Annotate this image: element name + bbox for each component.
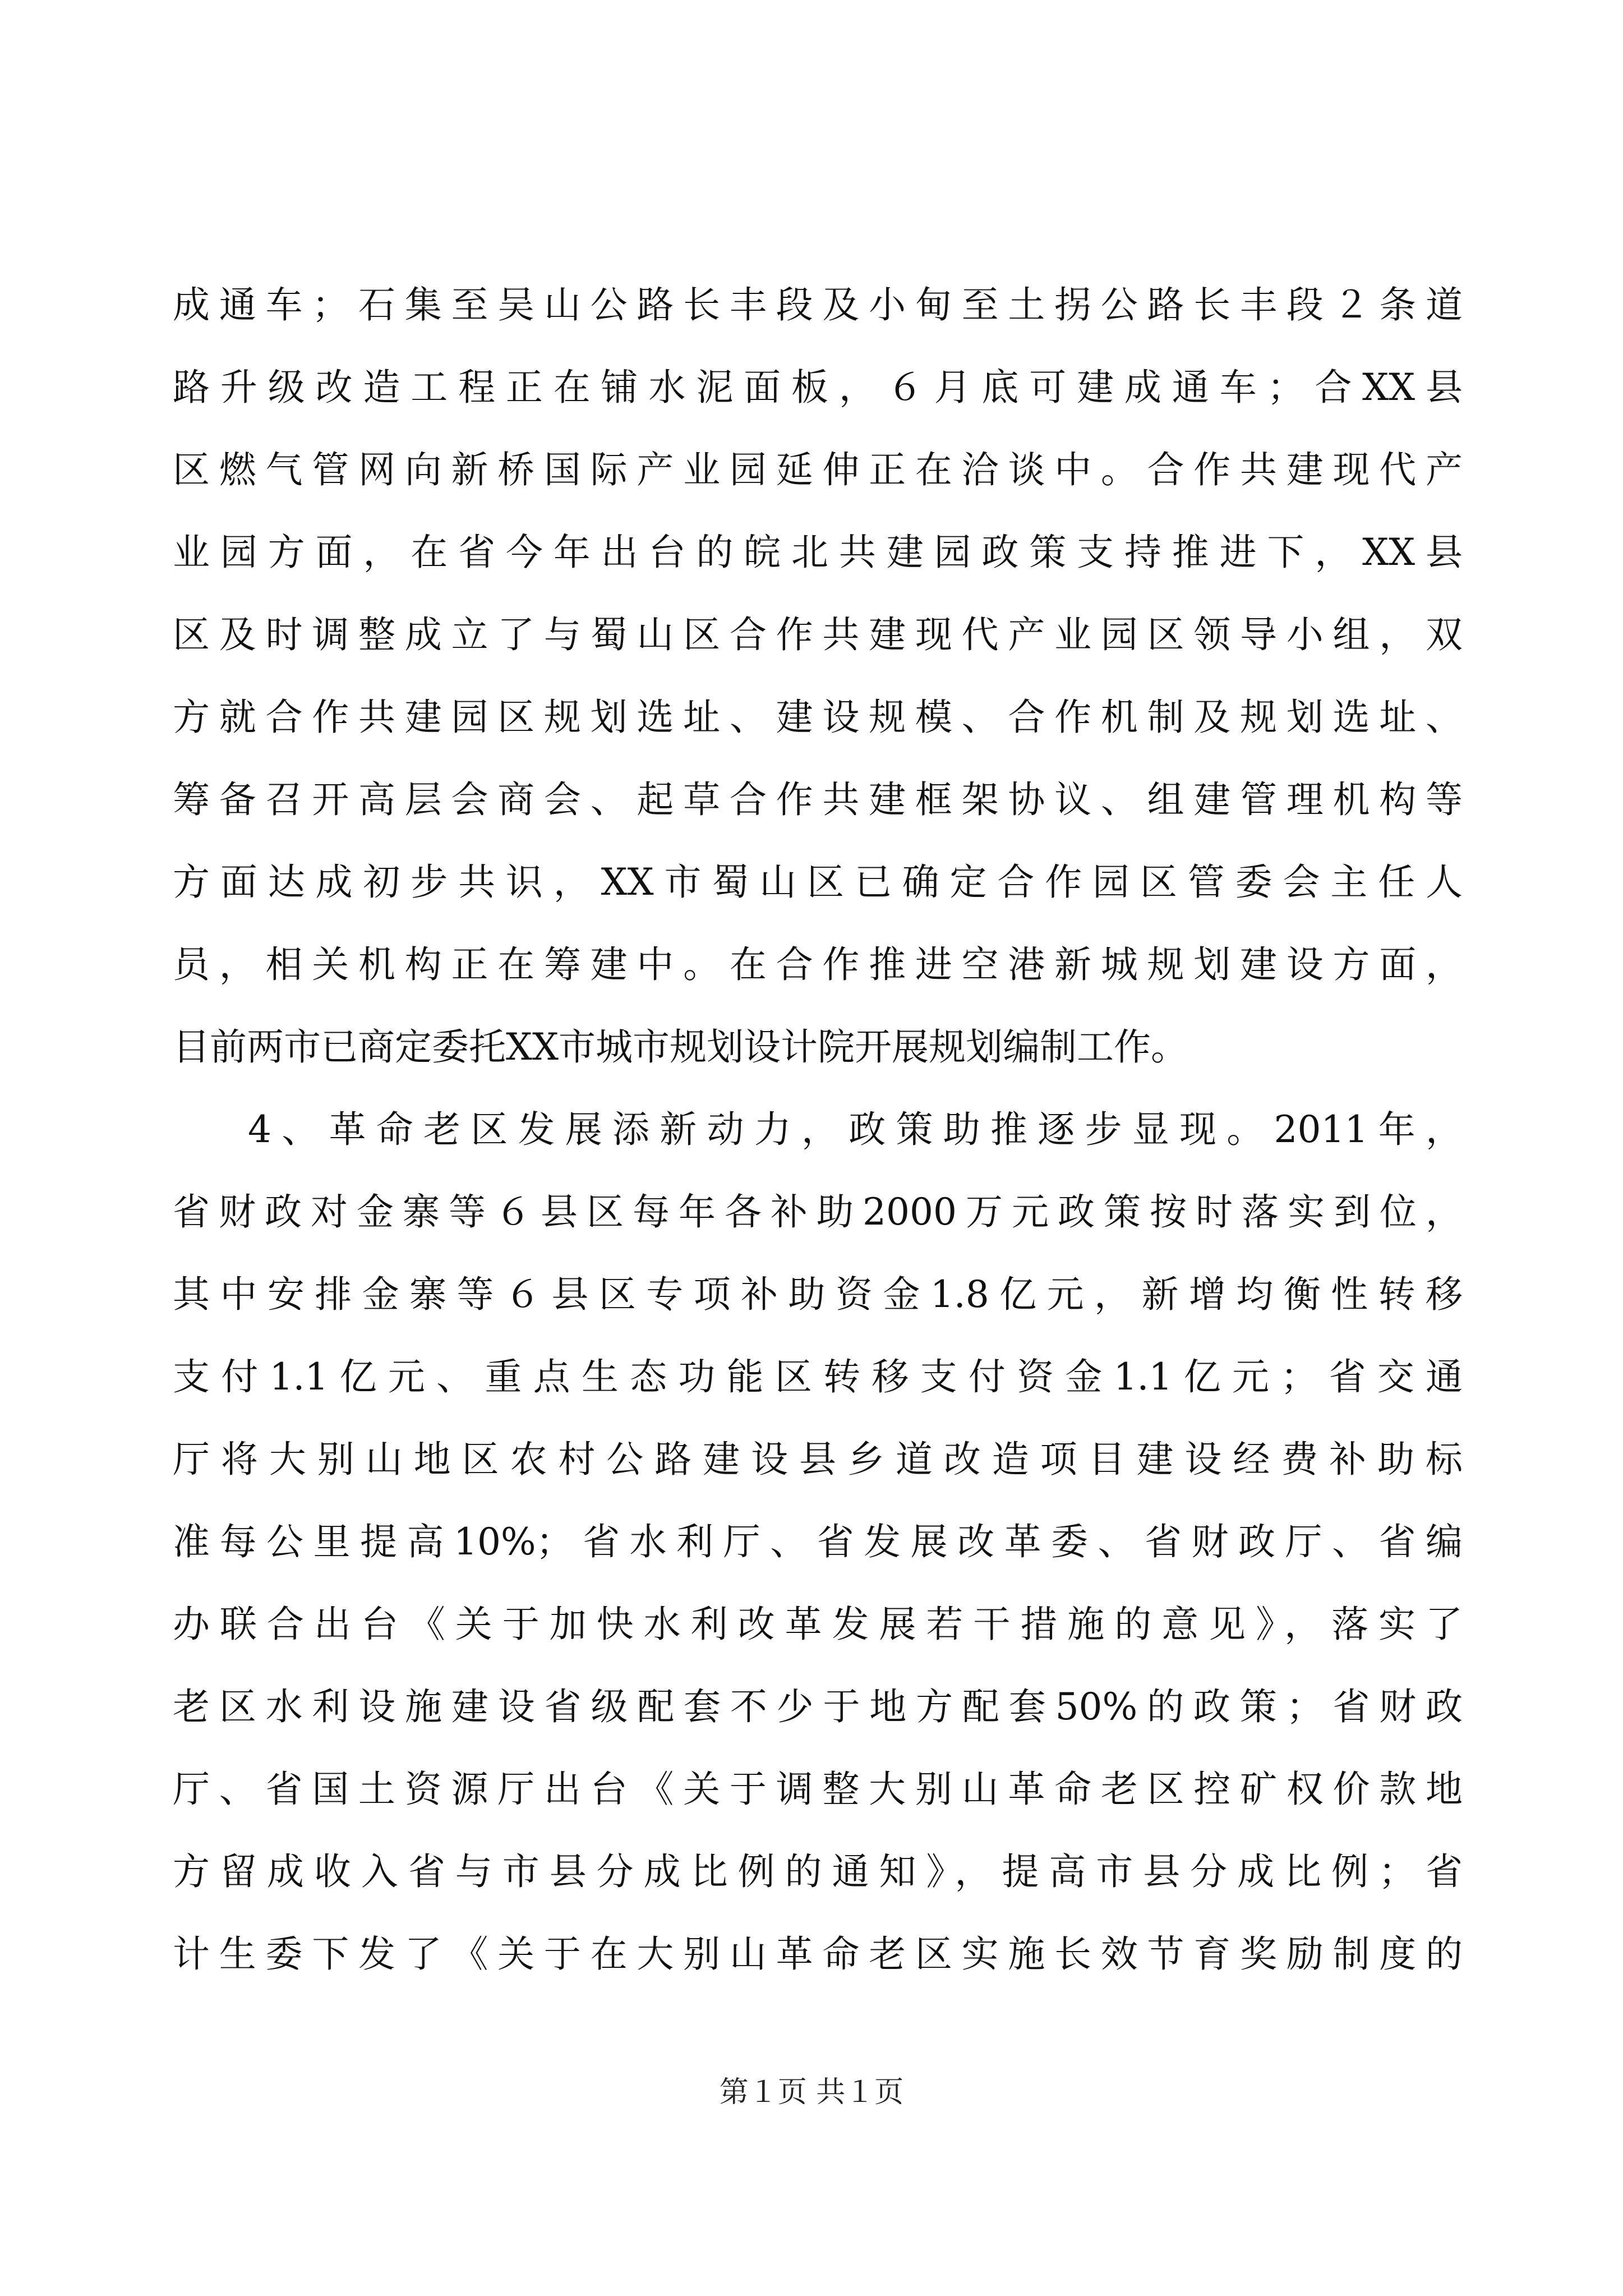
text-line: 厅将大别山地区农村公路建设县乡道改造项目建设经费补助标 bbox=[173, 1438, 1463, 1481]
text-line: 支付1.1亿元、重点生态功能区转移支付资金1.1亿元；省交通 bbox=[173, 1355, 1463, 1398]
text-line: 目前两市已商定委托XX市城市规划设计院开展规划编制工作。 bbox=[173, 1025, 1188, 1069]
text-line: 计生委下发了《关于在大别山革命老区实施长效节育奖励制度的 bbox=[173, 1932, 1463, 1976]
text-line: 方面达成初步共识，XX市蜀山区已确定合作园区管委会主任人 bbox=[173, 861, 1463, 904]
text-line: 路升级改造工程正在铺水泥面板，６月底可建成通车；合XX县 bbox=[173, 366, 1463, 409]
text-line: 业园方面，在省今年出台的皖北共建园政策支持推进下，XX县 bbox=[173, 531, 1463, 574]
text-line: 省财政对金寨等６县区每年各补助2000万元政策按时落实到位， bbox=[173, 1190, 1463, 1234]
text-line: 筹备召开高层会商会、起草合作共建框架协议、组建管理机构等 bbox=[173, 778, 1463, 821]
text-line: 其中安排金寨等６县区专项补助资金1.8亿元，新增均衡性转移 bbox=[173, 1273, 1463, 1316]
text-line: 成通车；石集至吴山公路长丰段及小甸至土拐公路长丰段２条道 bbox=[173, 283, 1463, 326]
text-line: 准每公里提高10%；省水利厅、省发展改革委、省财政厅、省编 bbox=[173, 1520, 1463, 1563]
text-line: 老区水利设施建设省级配套不少于地方配套50%的政策；省财政 bbox=[173, 1685, 1463, 1728]
text-line: 员，相关机构正在筹建中。在合作推进空港新城规划建设方面， bbox=[173, 943, 1463, 986]
text-line: 区及时调整成立了与蜀山区合作共建现代产业园区领导小组，双 bbox=[173, 613, 1463, 656]
document-body bbox=[173, 264, 1463, 1995]
text-line: 办联合出台《关于加快水利改革发展若干措施的意见》，落实了 bbox=[173, 1603, 1463, 1646]
page-footer: 第１页 共１页 bbox=[719, 2076, 904, 2109]
text-line: 厅、省国土资源厅出台《关于调整大别山革命老区控矿权价款地 bbox=[173, 1768, 1463, 1811]
text-line: 方就合作共建园区规划选址、建设规模、合作机制及规划选址、 bbox=[173, 696, 1463, 739]
text-line: 方留成收入省与市县分成比例的通知》，提高市县分成比例；省 bbox=[173, 1850, 1463, 1893]
text-line: 区燃气管网向新桥国际产业园延伸正在洽谈中。合作共建现代产 bbox=[173, 448, 1463, 491]
text-line: 4、革命老区发展添新动力，政策助推逐步显现。2011年， bbox=[248, 1108, 1463, 1151]
